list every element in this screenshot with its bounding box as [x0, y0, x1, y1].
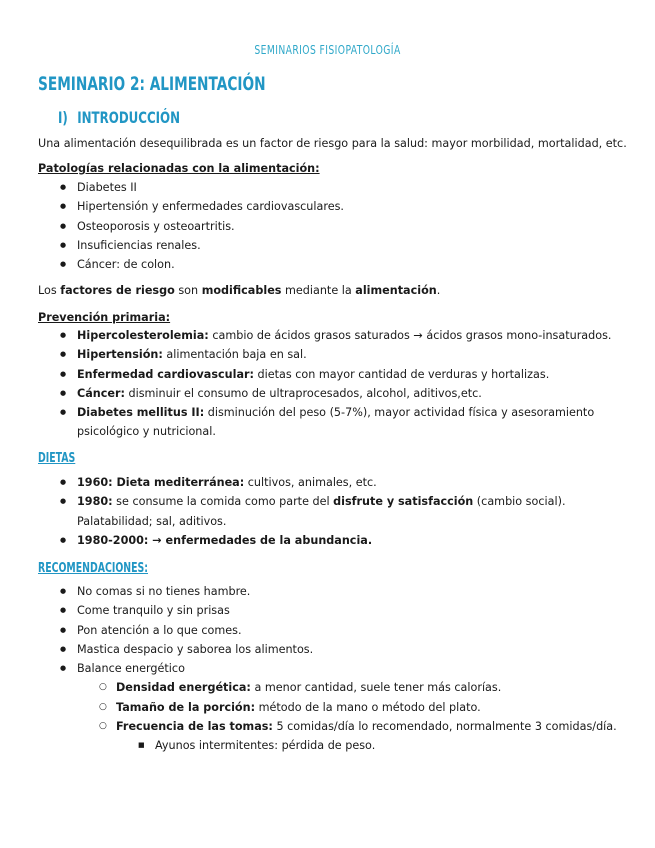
list-item: ● 1960: Dieta mediterránea: cultivos, animales, etc. [60, 473, 630, 492]
page-title: SEMINARIO 2: ALIMENTACIÓN [38, 73, 266, 95]
list-item: ● Come tranquilo y sin prisas [60, 601, 630, 620]
factores-paragraph: Los factores de riesgo son modificables mediante la alimentación. [38, 284, 441, 297]
list-item: ● Hipertensión: alimentación baja en sal. [60, 345, 630, 364]
list-item: ● Enfermedad cardiovascular: dietas con mayor cantidad de verduras y hortalizas. [60, 365, 630, 384]
recomendaciones-list [60, 582, 630, 756]
section-title: INTRODUCCIÓN [77, 108, 181, 127]
list-item: ● No comas si no tienes hambre. [60, 582, 630, 601]
list-item: ● Hipertensión y enfermedades cardiovasculares. [60, 197, 630, 216]
prevencion-heading: Prevención primaria: [38, 311, 171, 324]
list-item: ● Cáncer: disminuir el consumo de ultraprocesados, alcohol, aditivos,etc. [60, 384, 630, 403]
patologias-list [60, 178, 630, 274]
sublist-item: ○ Tamaño de la porción: método de la mano o método del plato. [99, 698, 630, 717]
recomendaciones-heading: RECOMENDACIONES: [38, 561, 149, 576]
intro-paragraph: Una alimentación desequilibrada es un factor de riesgo para la salud: mayor morbilidad, mortalidad, etc. [38, 137, 627, 150]
list-item: ● Insuficiencias renales. [60, 236, 630, 255]
list-item: ● Balance energético ○ Densidad energética: a menor cantidad, suele tener más calorías. ○ Tamaño de la porción: método de la mano o método del plato. ○ Frecuencia de las tomas: 5 comidas/día lo recomendado, normalmente 3 comidas/día. ■ Ayunos intermitentes: pérdida de peso. [60, 659, 630, 755]
sublist-item: ○ Densidad energética: a menor cantidad, suele tener más calorías. [99, 678, 630, 697]
list-item: ● Cáncer: de colon. [60, 255, 630, 274]
section-number: I) [58, 108, 68, 127]
subsublist-item: ■ Ayunos intermitentes: pérdida de peso. [138, 736, 630, 755]
list-item: ● Osteoporosis y osteoartritis. [60, 217, 630, 236]
list-item: ● 1980-2000: → enfermedades de la abundancia. [60, 531, 630, 550]
list-item: ● Hipercolesterolemia: cambio de ácidos grasos saturados → ácidos grasos mono-insaturados. [60, 326, 630, 345]
prevencion-list [60, 326, 630, 442]
list-item: ● Pon atención a lo que comes. [60, 621, 630, 640]
balance-sublist [99, 678, 630, 755]
list-item: ● Diabetes mellitus II: disminución del peso (5-7%), mayor actividad física y asesoramiento psicológico y nutricional. [60, 403, 630, 442]
patologias-heading: Patologías relacionadas con la alimentación: [38, 162, 320, 175]
dietas-heading: DIETAS [38, 451, 76, 466]
page-header: SEMINARIOS FISIOPATOLOGÍA [254, 42, 401, 57]
frecuencia-sublist [138, 736, 630, 755]
list-item: ● 1980: se consume la comida como parte del disfrute y satisfacción (cambio social). Palatabilidad; sal, aditivos. [60, 492, 630, 531]
list-item: ● Mastica despacio y saborea los alimentos. [60, 640, 630, 659]
section-heading [58, 108, 180, 127]
sublist-item: ○ Frecuencia de las tomas: 5 comidas/día lo recomendado, normalmente 3 comidas/día. ■ Ayunos intermitentes: pérdida de peso. [99, 717, 630, 756]
list-item: ● Diabetes II [60, 178, 630, 197]
dietas-list [60, 473, 630, 550]
